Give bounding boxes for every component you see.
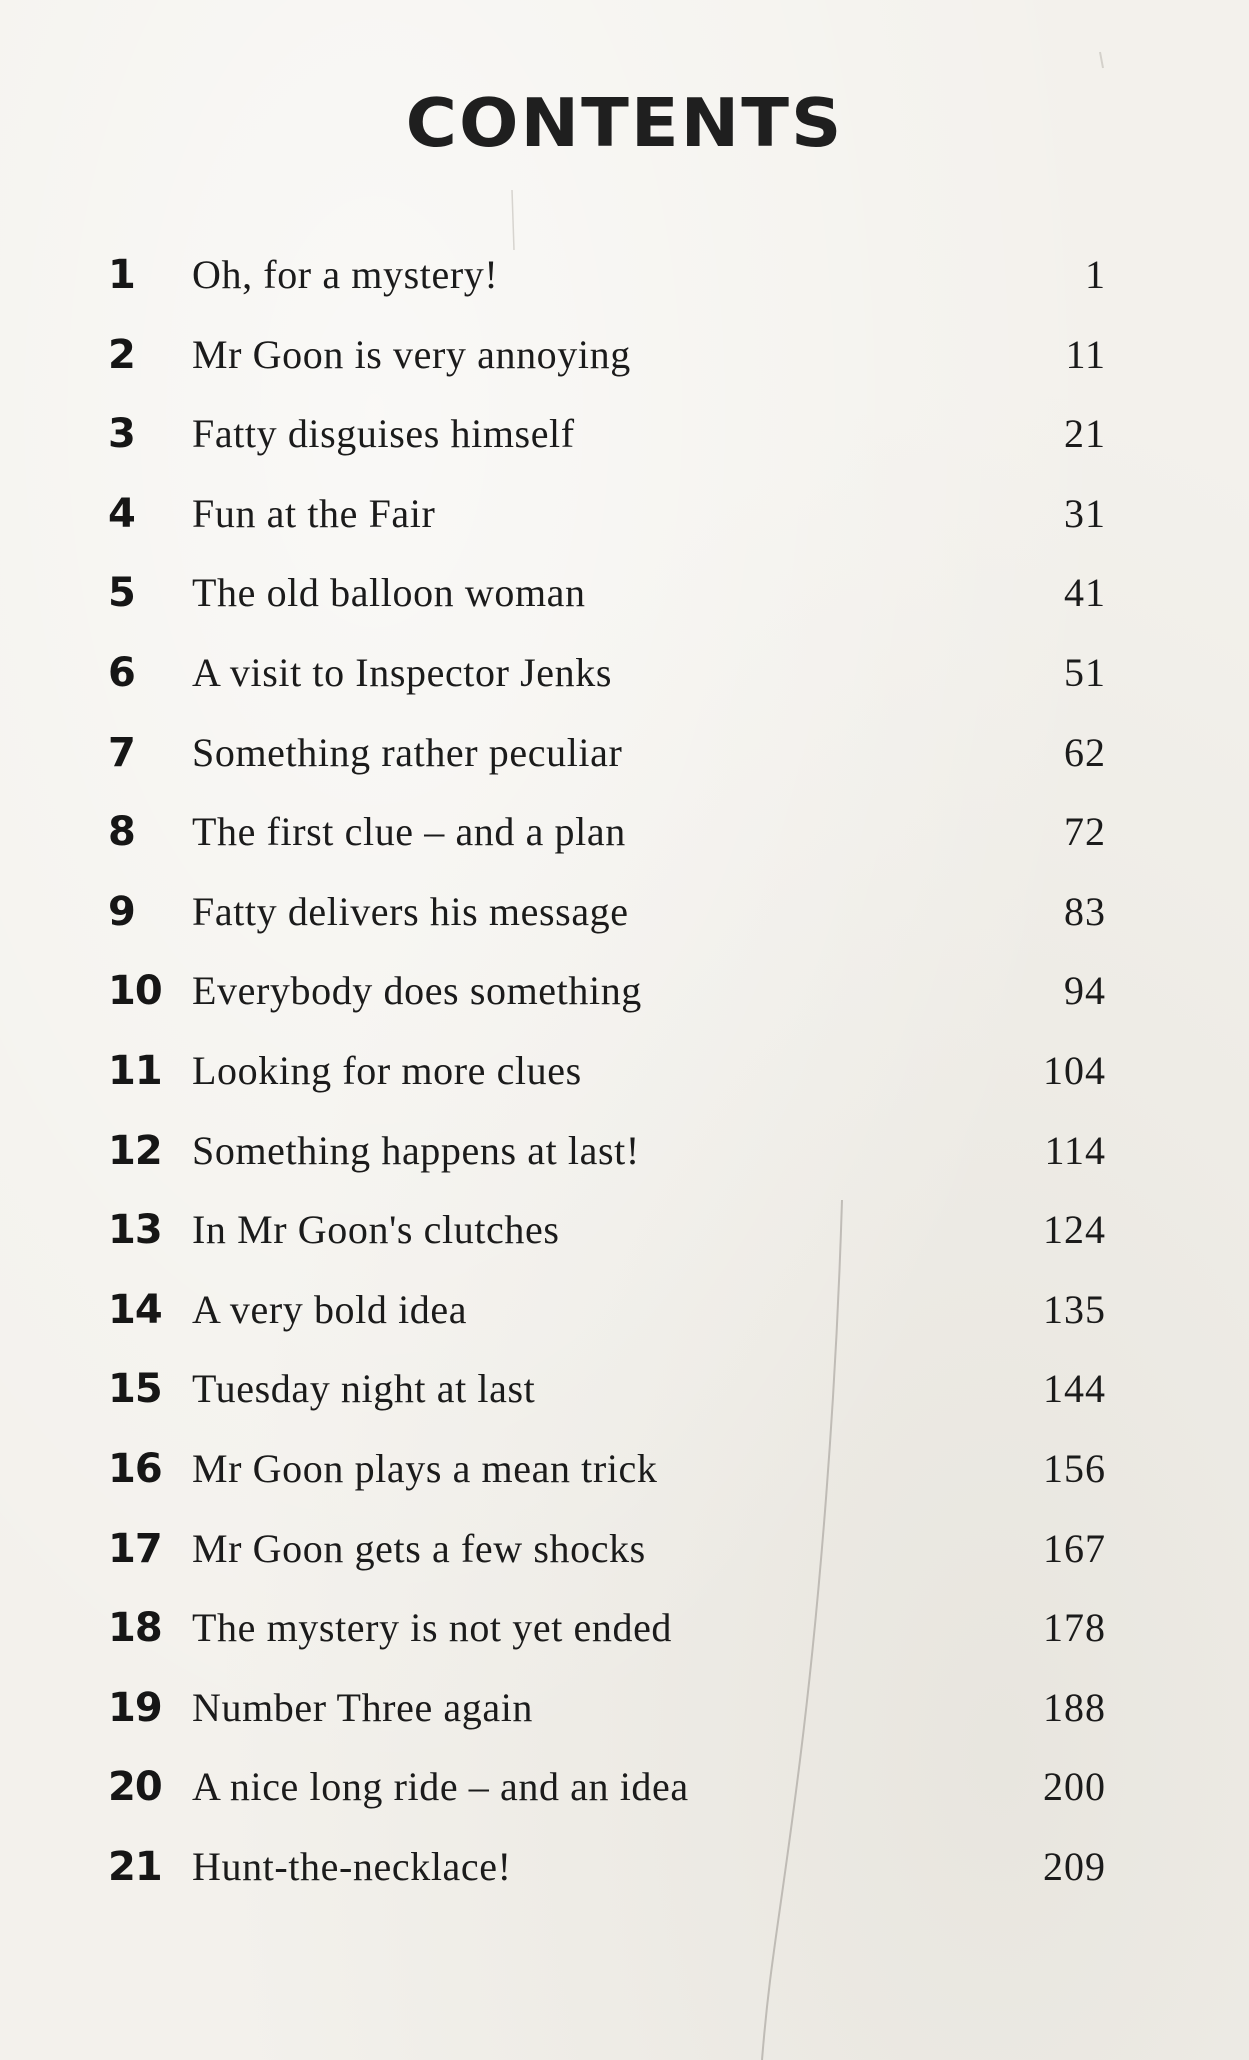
chapter-title: Number Three again — [192, 1684, 534, 1730]
toc-entry — [108, 1285, 1106, 1365]
chapter-page-number: 135 — [1043, 1286, 1106, 1332]
chapter-title: In Mr Goon's clutches — [192, 1207, 560, 1253]
toc-entry — [108, 966, 1106, 1046]
chapter-title: Something happens at last! — [192, 1127, 640, 1173]
toc-entry — [108, 1524, 1106, 1604]
page-title: CONTENTS — [405, 84, 844, 162]
chapter-page-number: 83 — [1064, 888, 1106, 934]
chapter-number: 11 — [108, 1047, 162, 1094]
chapter-number: 4 — [108, 490, 135, 537]
chapter-number: 6 — [108, 649, 135, 696]
chapter-page-number: 104 — [1043, 1047, 1106, 1093]
toc-entry — [108, 1046, 1106, 1126]
chapter-page-number: 209 — [1043, 1843, 1106, 1889]
toc-entry — [108, 1762, 1106, 1842]
chapter-page-number: 72 — [1064, 809, 1106, 855]
chapter-page-number: 1 — [1085, 252, 1106, 297]
toc-entry — [108, 887, 1106, 967]
toc-entry — [108, 1126, 1106, 1206]
chapter-title: Looking for more clues — [192, 1047, 582, 1093]
chapter-title: Something rather peculiar — [192, 729, 623, 775]
toc-entry — [108, 568, 1106, 648]
toc-entry — [108, 1683, 1106, 1763]
toc-entry — [108, 807, 1106, 887]
chapter-title: Mr Goon gets a few shocks — [192, 1525, 646, 1571]
chapter-number: 20 — [108, 1764, 162, 1811]
chapter-title: A very bold idea — [192, 1286, 468, 1332]
chapter-title: Mr Goon plays a mean trick — [192, 1445, 658, 1491]
chapter-page-number: 21 — [1064, 411, 1106, 457]
toc-entry — [108, 648, 1106, 728]
chapter-title: A visit to Inspector Jenks — [192, 649, 613, 695]
chapter-number: 21 — [108, 1843, 162, 1890]
chapter-title: The mystery is not yet ended — [192, 1605, 673, 1651]
chapter-title: Oh, for a mystery! — [192, 252, 499, 297]
chapter-title: Fun at the Fair — [192, 490, 436, 536]
chapter-number: 14 — [108, 1286, 162, 1333]
chapter-page-number: 41 — [1064, 570, 1106, 616]
chapter-number: 16 — [108, 1445, 162, 1492]
chapter-number: 15 — [108, 1366, 162, 1413]
table-of-contents — [108, 250, 1106, 1921]
chapter-title: Fatty delivers his message — [192, 888, 629, 934]
chapter-page-number: 62 — [1064, 729, 1106, 775]
toc-entry — [108, 250, 1106, 330]
chapter-title: A nice long ride – and an idea — [192, 1764, 689, 1810]
chapter-number: 10 — [108, 968, 162, 1015]
chapter-title: Mr Goon is very annoying — [192, 331, 631, 377]
chapter-page-number: 51 — [1064, 649, 1106, 695]
toc-entry — [108, 330, 1106, 410]
chapter-title: The old balloon woman — [192, 570, 586, 616]
chapter-page-number: 31 — [1064, 490, 1106, 536]
chapter-title: Hunt-the-necklace! — [192, 1843, 512, 1889]
toc-entry — [108, 1603, 1106, 1683]
chapter-page-number: 156 — [1043, 1445, 1106, 1491]
chapter-page-number: 200 — [1043, 1764, 1106, 1810]
toc-entry — [108, 1205, 1106, 1285]
chapter-title: Tuesday night at last — [192, 1366, 536, 1412]
chapter-page-number: 144 — [1043, 1366, 1106, 1412]
toc-entry — [108, 1842, 1106, 1922]
chapter-page-number: 94 — [1064, 968, 1106, 1014]
chapter-page-number: 188 — [1043, 1684, 1106, 1730]
toc-entry — [108, 728, 1106, 808]
chapter-number: 19 — [108, 1684, 162, 1731]
chapter-number: 7 — [108, 729, 135, 776]
chapter-title: Fatty disguises himself — [192, 411, 575, 457]
chapter-title: The first clue – and a plan — [192, 809, 626, 855]
chapter-page-number: 167 — [1043, 1525, 1106, 1571]
chapter-page-number: 11 — [1065, 331, 1106, 377]
chapter-number: 12 — [108, 1127, 162, 1174]
chapter-page-number: 124 — [1043, 1207, 1106, 1253]
chapter-number: 5 — [108, 570, 135, 617]
chapter-number: 8 — [108, 809, 135, 856]
chapter-number: 13 — [108, 1207, 162, 1254]
toc-entry — [108, 489, 1106, 569]
chapter-page-number: 178 — [1043, 1605, 1106, 1651]
chapter-number: 1 — [108, 252, 135, 298]
chapter-title: Everybody does something — [192, 968, 642, 1014]
chapter-number: 2 — [108, 331, 135, 378]
toc-entry — [108, 409, 1106, 489]
chapter-page-number: 114 — [1044, 1127, 1106, 1173]
chapter-number: 18 — [108, 1605, 162, 1652]
toc-entry — [108, 1364, 1106, 1444]
chapter-number: 9 — [108, 888, 135, 935]
chapter-number: 17 — [108, 1525, 162, 1572]
toc-entry — [108, 1444, 1106, 1524]
chapter-number: 3 — [108, 411, 135, 458]
